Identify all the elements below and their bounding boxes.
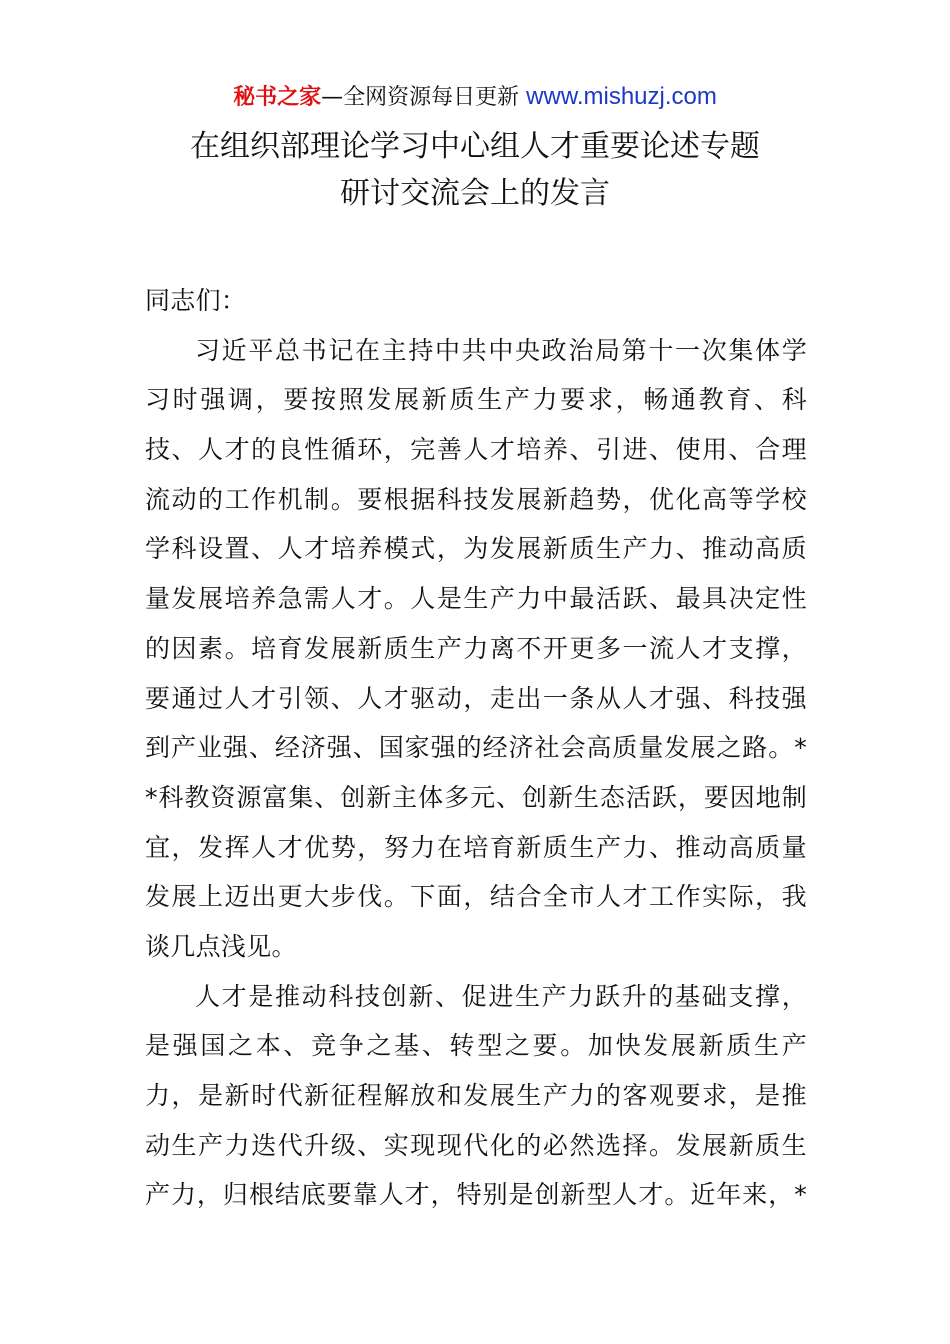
body-line: 习时强调，要按照发展新质生产力要求，畅通教育、科	[145, 385, 807, 415]
body-line: 谈几点浅见。	[145, 931, 297, 961]
body-line: 动生产力迭代升级、实现现代化的必然选择。发展新质生	[145, 1130, 807, 1160]
body-line: 人才是推动科技创新、促进生产力跃升的基础支撑，	[195, 981, 807, 1011]
body-line: 到产业强、经济强、国家强的经济社会高质量发展之路。*	[145, 733, 807, 763]
body-line: 学科设置、人才培养模式，为发展新质生产力、推动高质	[145, 534, 807, 564]
salutation: 同志们：	[145, 286, 247, 315]
body-line: 技、人才的良性循环，完善人才培养、引进、使用、合理	[145, 435, 807, 465]
body-line: 流动的工作机制。要根据科技发展新趋势，优化高等学校	[145, 484, 807, 514]
body-line: 的因素。培育发展新质生产力离不开更多一流人才支撑，	[145, 633, 807, 663]
body-line: 习近平总书记在主持中共中央政治局第十一次集体学	[195, 335, 807, 365]
site-header	[0, 80, 950, 115]
header-slogan: 全网资源每日更新	[343, 85, 520, 110]
header-dash: —	[321, 85, 344, 110]
body-line: 要通过人才引领、人才驱动，走出一条从人才强、科技强	[145, 683, 807, 713]
body-line: 量发展培养急需人才。人是生产力中最活跃、最具决定性	[145, 584, 807, 614]
brand-name: 秘书之家	[233, 85, 322, 110]
site-url-link[interactable]: www.mishuzj.com	[526, 83, 717, 110]
document-title-line-2: 研讨交流会上的发言	[340, 176, 610, 211]
body-line: 产力，归根结底要靠人才，特别是创新型人才。近年来，*	[145, 1180, 807, 1210]
body-line: 宜，发挥人才优势，努力在培育新质生产力、推动高质量	[145, 832, 807, 862]
document-title-line-1: 在组织部理论学习中心组人才重要论述专题	[190, 129, 760, 164]
body-line: 发展上迈出更大步伐。下面，结合全市人才工作实际，我	[145, 882, 807, 912]
body-line: 是强国之本、竞争之基、转型之要。加快发展新质生产	[145, 1031, 807, 1061]
document-body	[145, 276, 807, 1220]
body-line: 力，是新时代新征程解放和发展生产力的客观要求，是推	[145, 1081, 807, 1110]
body-line: *科教资源富集、创新主体多元、创新生态活跃，要因地制	[145, 782, 807, 812]
